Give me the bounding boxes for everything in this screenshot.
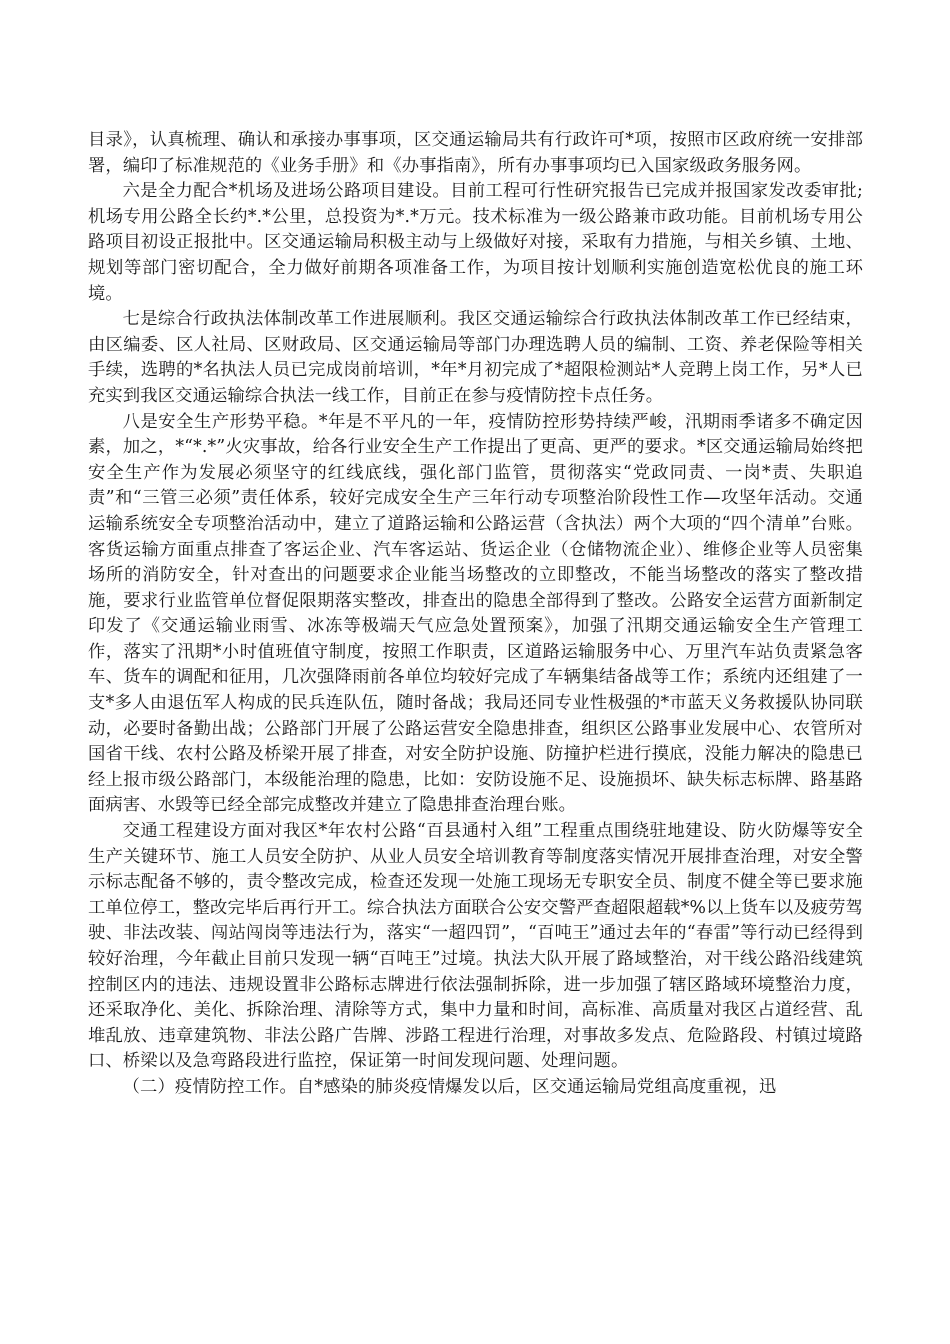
paragraph-1: 目录》，认真梳理、确认和承接办事事项，区交通运输局共有行政许可*项，按照市区政府统一安排部署，编印了标准规范的《业务手册》和《办事指南》，所有办事事项均已入国家级政务服务网。 — [88, 130, 863, 176]
paragraph-2: 六是全力配合*机场及进场公路项目建设。目前工程可行性研究报告已完成并报国家发改委审批;机场专用公路全长约*.*公里，总投资为*.*万元。技术标准为一级公路兼市政功能。目前机场专用公路项目初设正报批中。区交通运输局积极主动与上级做好对接，采取有力措施，与相关乡镇、土地、规划等部门密切配合，全力做好前期各项准备工作，为项目按计划顺利实施创造宽松优良的施工环境。 — [88, 181, 863, 304]
paragraph-3: 七是综合行政执法体制改革工作进展顺利。我区交通运输综合行政执法体制改革工作已经结束，由区编委、区人社局、区财政局、区交通运输局等部门办理选聘人员的编制、工资、养老保险等相关手续，选聘的*名执法人员已完成岗前培训，*年*月初完成了*超限检测站*人竞聘上岗工作，另*人已充实到我区交通运输综合执法一线工作，目前正在参与疫情防控卡点任务。 — [88, 309, 863, 406]
paragraph-4: 八是安全生产形势平稳。*年是不平凡的一年，疫情防控形势持续严峻，汛期雨季诸多不确定因素，加之，*“*.*”火灾事故，给各行业安全生产工作提出了更高、更严的要求。*区交通运输局始终把安全生产作为发展必须坚守的红线底线，强化部门监管，贯彻落实“党政同责、一岗*责、失职追责”和“三管三必须”责任体系，较好完成安全生产三年行动专项整治阶段性工作—攻坚年活动。交通运输系统安全专项整治活动中，建立了道路运输和公路运营（含执法）两个大项的“四个清单”台账。客货运输方面重点排查了客运企业、汽车客运站、货运企业（仓储物流企业）、维修企业等人员密集场所的消防安全，针对查出的问题要求企业能当场整改的立即整改，不能当场整改的落实了整改措施，要求行业监管单位督促限期落实整改，排查出的隐患全部得到了整改。公路安全运营方面新制定印发了《交通运输业雨雪、冰冻等极端天气应急处置预案》，加强了汛期交通运输安全生产管理工作，落实了汛期*小时值班值守制度，按照工作职责，区道路运输服务中心、万里汽车站负责紧急客车、货车的调配和征用，几次强降雨前各单位均较好完成了车辆集结备战等工作；系统内还组建了一支*多人由退伍军人构成的民兵连队伍，随时备战；我局还同专业性极强的*市蓝天义务救援队协同联动，必要时备勤出战；公路部门开展了公路运营安全隐患排查，组织区公路事业发展中心、农管所对国省干线、农村公路及桥梁开展了排查，对安全防护设施、防撞护栏进行摸底，没能力解决的隐患已经上报市级公路部门，本级能治理的隐患，比如：安防设施不足、设施损坏、缺失标志标牌、路基路面病害、水毁等已经全部完成整改并建立了隐患排查治理台账。 — [88, 411, 863, 816]
document-page — [88, 128, 863, 1101]
paragraph-6: （二）疫情防控工作。自*感染的肺炎疫情爆发以后，区交通运输局党组高度重视，迅 — [122, 1076, 777, 1097]
paragraph-5: 交通工程建设方面对我区*年农村公路“百县通村入组”工程重点围绕驻地建设、防火防爆等安全生产关键环节、施工人员安全防护、从业人员安全培训教育等制度落实情况开展排查治理，对安全警示标志配备不够的，责令整改完成，检查还发现一处施工现场无专职安全员、制度不健全等已要求施工单位停工，整改完毕后再行开工。综合执法方面联合公安交警严查超限超载*%以上货车以及疲劳驾驶、非法改装、闯站闯岗等违法行为，落实“一超四罚”，“百吨王”通过去年的“春雷”等行动已经得到较好治理，今年截止目前只发现一辆“百吨王”过境。执法大队开展了路域整治，对干线公路沿线建筑控制区内的违法、违规设置非公路标志牌进行依法强制拆除，进一步加强了辖区路域环境整治力度，还采取净化、美化、拆除治理、清除等方式，集中力量和时间，高标准、高质量对我区占道经营、乱堆乱放、违章建筑物、非法公路广告牌、涉路工程进行治理，对事故多发点、危险路段、村镇过境路口、桥梁以及急弯路段进行监控，保证第一时间发现问题、处理问题。 — [88, 821, 863, 1072]
